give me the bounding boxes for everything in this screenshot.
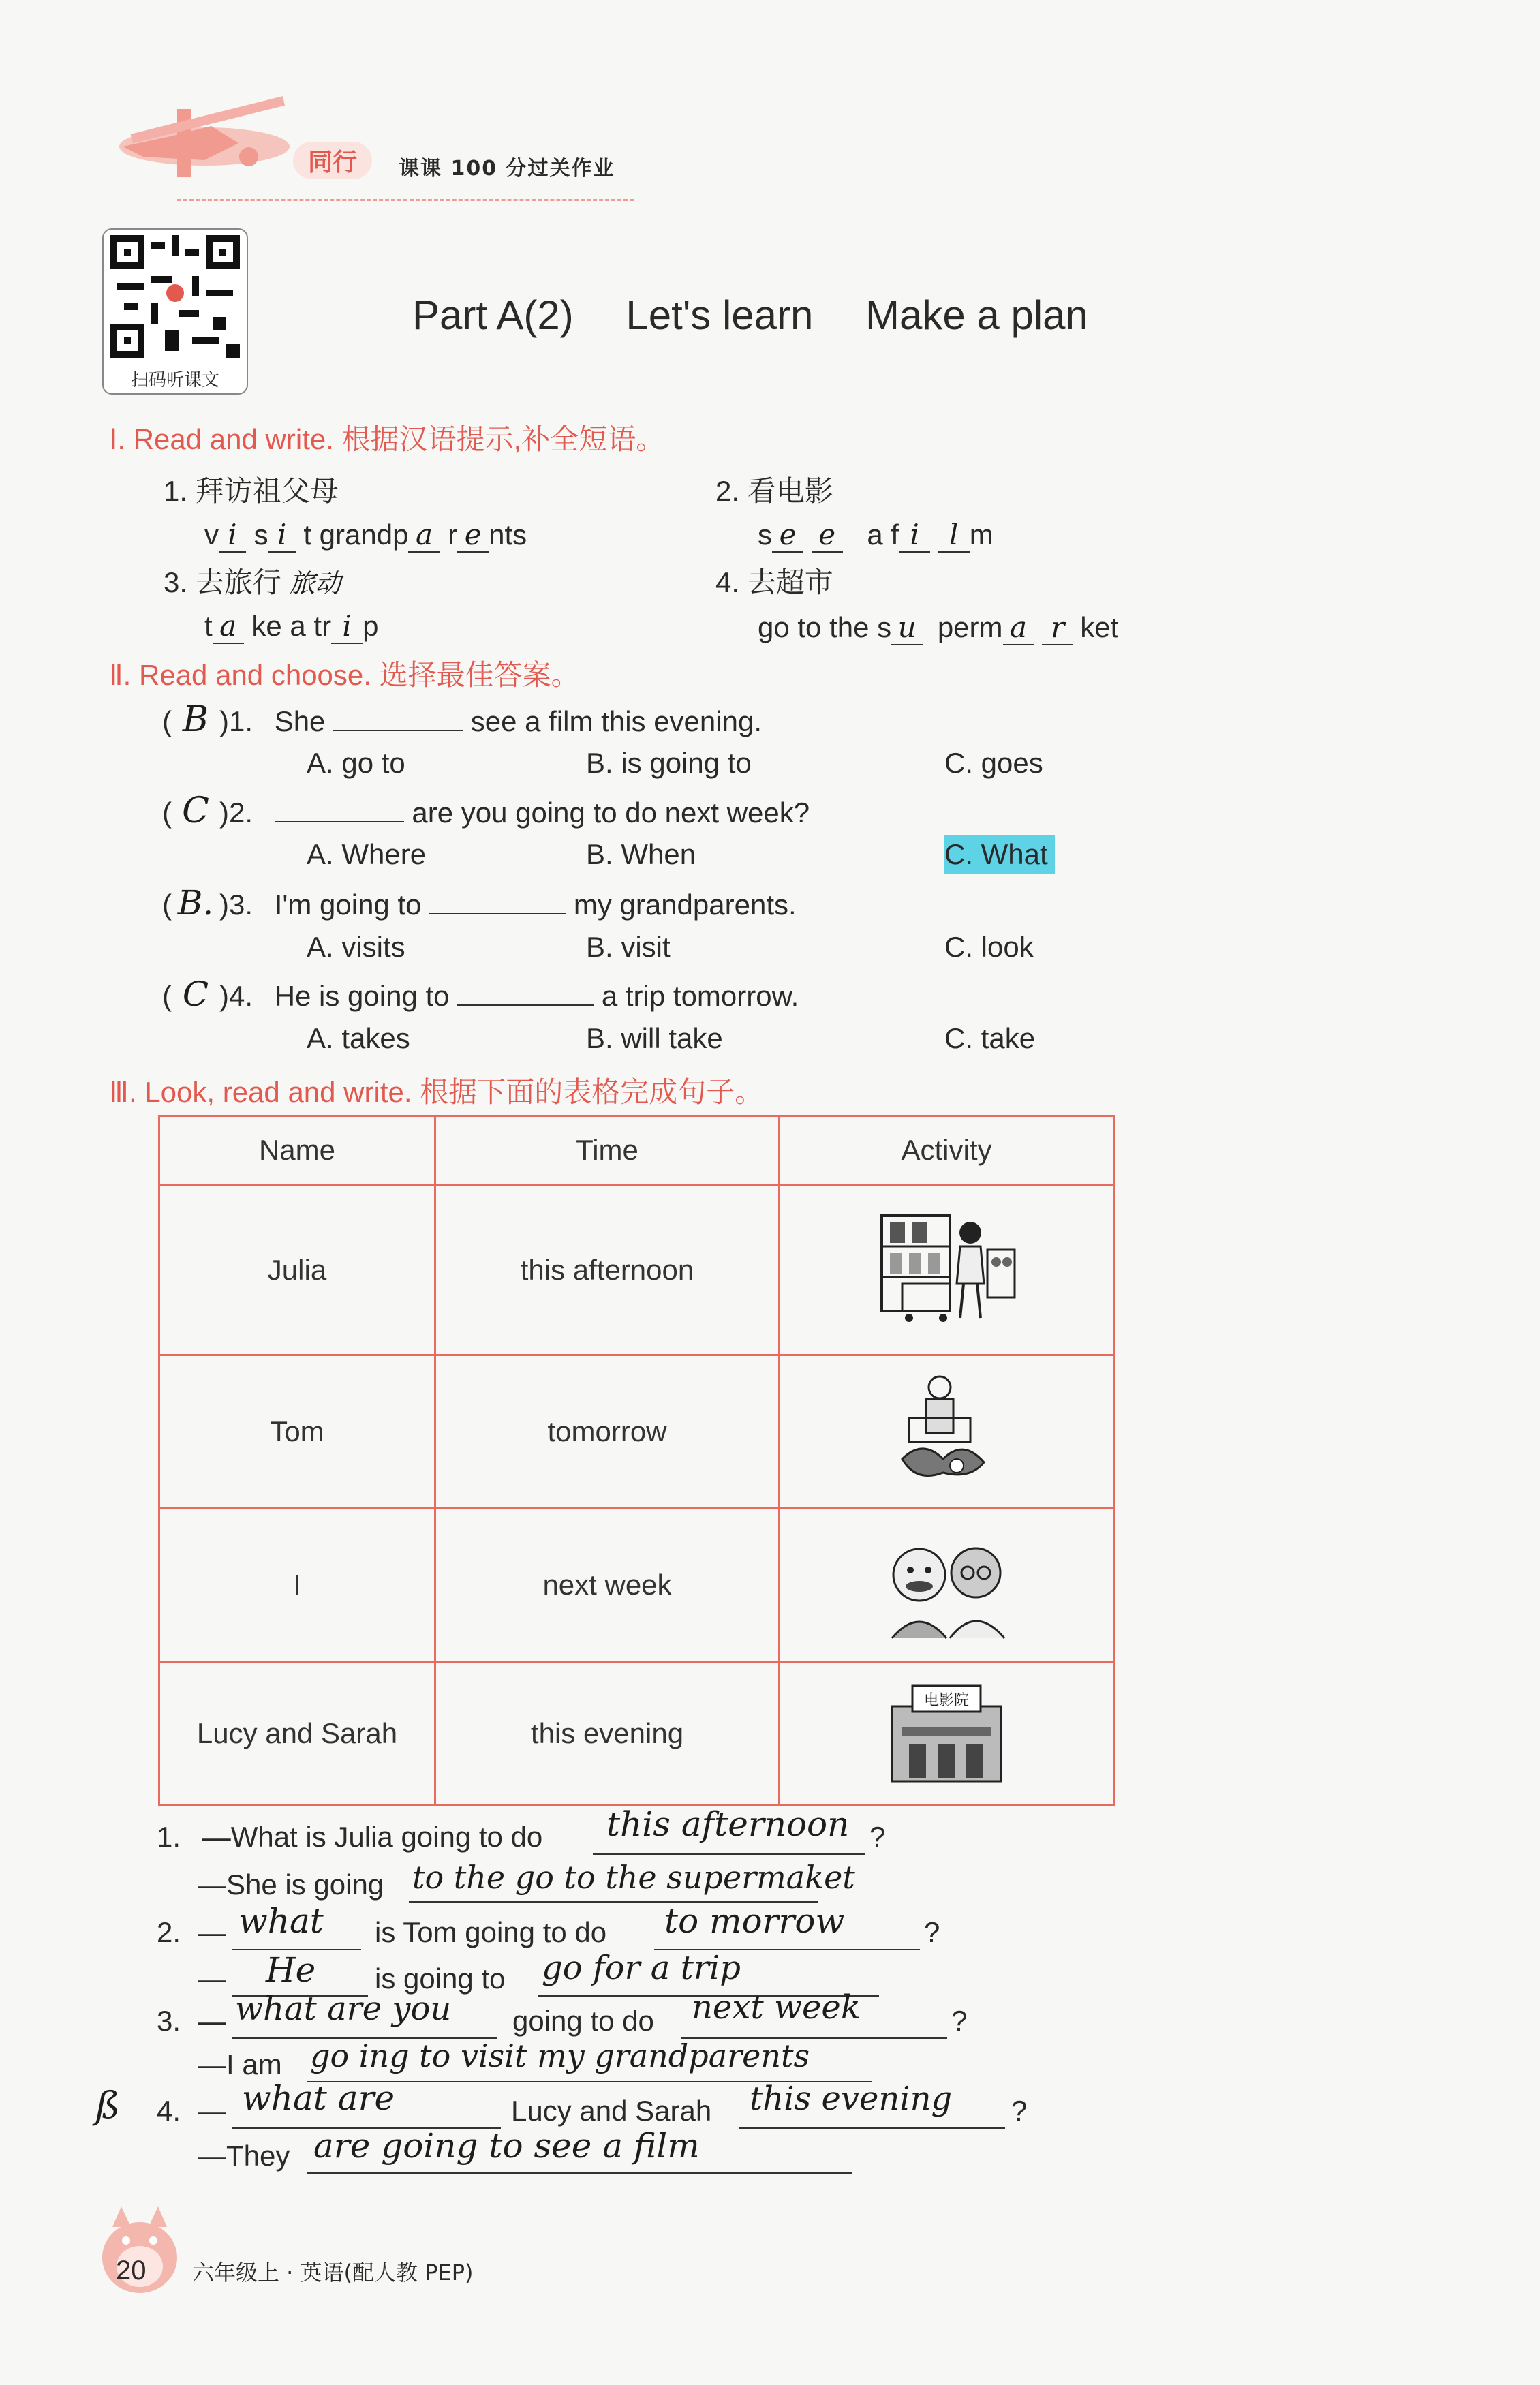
handwritten-answer[interactable]: this evening bbox=[750, 2080, 953, 2118]
q2-option-a[interactable]: A. Where bbox=[307, 838, 427, 870]
question-mark: ? bbox=[1011, 2095, 1028, 2127]
answer-1[interactable]: B bbox=[182, 699, 209, 740]
handwritten-answer[interactable]: what are bbox=[242, 2078, 395, 2118]
activity-cell bbox=[780, 1508, 1114, 1662]
fill-blank[interactable]: a bbox=[408, 518, 440, 553]
table-header: Time bbox=[435, 1116, 780, 1185]
title-topic: Make a plan bbox=[865, 292, 1088, 338]
grandparents-icon bbox=[875, 1524, 1018, 1640]
fill-blank[interactable]: e bbox=[772, 518, 803, 553]
table-row bbox=[159, 1508, 1114, 1662]
fill-blank[interactable]: e bbox=[812, 518, 843, 553]
question-3: ( B. )3. I'm going to my grandparents. bbox=[162, 883, 797, 923]
time-cell: this afternoon bbox=[435, 1185, 780, 1355]
title-part: Part A(2) bbox=[412, 292, 574, 338]
fill-blank[interactable]: r bbox=[1042, 611, 1073, 645]
person-planting-icon bbox=[875, 1370, 1018, 1486]
blank-line bbox=[593, 1853, 865, 1855]
sentence-3-num: 3. bbox=[157, 2005, 181, 2037]
header-subtitle: 课课 100 分过关作业 bbox=[399, 157, 615, 181]
s1-item-1: 1. 拜访祖父母 bbox=[164, 474, 339, 508]
table-header-row bbox=[159, 1116, 1114, 1185]
supermarket-shopping-icon bbox=[875, 1209, 1018, 1325]
handwritten-note: 旅动 bbox=[289, 568, 341, 598]
q4-option-b[interactable]: B. will take bbox=[586, 1022, 723, 1054]
handwritten-answer[interactable]: what bbox=[238, 1901, 324, 1941]
fill-blank[interactable]: u bbox=[891, 611, 923, 645]
table-row bbox=[159, 1185, 1114, 1355]
q1-option-b[interactable]: B. is going to bbox=[586, 747, 752, 779]
dash: — bbox=[198, 2005, 226, 2037]
dash: — bbox=[198, 1963, 226, 1995]
header-dash-line bbox=[177, 199, 634, 201]
handwritten-answer[interactable]: He bbox=[266, 1950, 316, 1990]
activity-table bbox=[158, 1115, 1115, 1806]
answer-2[interactable]: C bbox=[182, 790, 209, 831]
cinema-sign: 电影院 bbox=[923, 1691, 970, 1709]
fill-blank[interactable]: l bbox=[938, 518, 970, 553]
time-cell: next week bbox=[435, 1508, 780, 1662]
q2-option-b[interactable]: B. When bbox=[586, 838, 696, 870]
handwritten-answer[interactable]: to the go to the supermaket bbox=[412, 1859, 855, 1896]
question-2: ( C )2. are you going to do next week? bbox=[162, 790, 810, 831]
handwritten-answer[interactable]: go ing to visit my grandparents bbox=[310, 2037, 810, 2074]
s1-item-4-en: go to the s u perm a r ket bbox=[758, 611, 1119, 644]
s1-item-3-en: t a ke a tr i p bbox=[204, 609, 379, 643]
blank-line bbox=[739, 2127, 1005, 2129]
sentence-text: is Tom going to do bbox=[375, 1916, 607, 1948]
sentence-4-answer: —They bbox=[198, 2140, 290, 2172]
header-plane-logo bbox=[102, 95, 307, 191]
q1-option-c[interactable]: C. goes bbox=[944, 747, 1043, 779]
q2-option-c[interactable]: C. What bbox=[944, 835, 1055, 874]
answer-3[interactable]: B. bbox=[177, 883, 214, 923]
handwritten-answer[interactable]: to morrow bbox=[664, 1901, 845, 1941]
sentence-3-answer: —I am bbox=[198, 2048, 282, 2080]
question-mark: ? bbox=[869, 1821, 886, 1853]
fill-blank[interactable]: i bbox=[268, 518, 296, 553]
page-title bbox=[412, 292, 1088, 339]
sentence-text: going to do bbox=[512, 2005, 654, 2037]
table-header: Name bbox=[159, 1116, 435, 1185]
s1-item-3: 3. 去旅行 旅动 bbox=[164, 566, 341, 599]
handwritten-answer[interactable]: go for a trip bbox=[542, 1949, 741, 1987]
s1-item-2-en: s e e a f i l m bbox=[758, 518, 994, 551]
question-mark: ? bbox=[924, 1916, 940, 1948]
activity-cell bbox=[780, 1662, 1114, 1805]
s1-item-1-en: v i s i t grandp a r e nts bbox=[204, 518, 527, 551]
section3-heading: Ⅲ. Look, read and write. 根据下面的表格完成句子。 bbox=[109, 1076, 764, 1108]
title-learn: Let's learn bbox=[626, 292, 814, 338]
fill-blank[interactable]: i bbox=[219, 518, 246, 553]
name-cell: I bbox=[159, 1508, 435, 1662]
question-1: ( B )1. She see a film this evening. bbox=[162, 699, 762, 740]
name-cell: Lucy and Sarah bbox=[159, 1662, 435, 1805]
sentence-1-question: 1. —What is Julia going to do bbox=[157, 1821, 543, 1853]
table-row bbox=[159, 1355, 1114, 1508]
handwritten-answer[interactable]: this afternoon bbox=[606, 1804, 850, 1844]
name-cell: Julia bbox=[159, 1185, 435, 1355]
time-cell: tomorrow bbox=[435, 1355, 780, 1508]
s1-item-4: 4. 去超市 bbox=[715, 566, 833, 599]
section2-heading: Ⅱ. Read and choose. 选择最佳答案。 bbox=[109, 659, 580, 691]
sentence-1-answer: —She is going bbox=[198, 1868, 384, 1901]
s1-cn: 拜访祖父母 bbox=[195, 474, 339, 508]
header-brand: 同行 bbox=[293, 142, 372, 179]
table-header: Activity bbox=[780, 1116, 1114, 1185]
fill-blank[interactable]: e bbox=[457, 518, 489, 553]
activity-cell bbox=[780, 1355, 1114, 1508]
q1-option-a[interactable]: A. go to bbox=[307, 747, 405, 779]
qr-caption: 扫码听课文 bbox=[130, 370, 219, 390]
fill-blank[interactable]: a bbox=[1003, 611, 1034, 645]
time-cell: this evening bbox=[435, 1662, 780, 1805]
q3-option-b[interactable]: B. visit bbox=[586, 931, 671, 963]
margin-mark: ß bbox=[95, 2084, 121, 2127]
table-row bbox=[159, 1662, 1114, 1805]
q4-option-c[interactable]: C. take bbox=[944, 1022, 1036, 1054]
name-cell: Tom bbox=[159, 1355, 435, 1508]
question-mark: ? bbox=[951, 2005, 968, 2037]
handwritten-answer[interactable]: what are you bbox=[235, 1990, 452, 2028]
cinema-building-icon bbox=[875, 1672, 1018, 1788]
fill-blank[interactable]: i bbox=[331, 609, 363, 644]
answer-4[interactable]: C bbox=[182, 974, 209, 1014]
sentence-text: Lucy and Sarah bbox=[511, 2095, 712, 2127]
qr-code[interactable] bbox=[102, 228, 248, 395]
dash: — bbox=[198, 2095, 226, 2127]
handwritten-answer[interactable]: next week bbox=[692, 1988, 861, 2027]
q3-option-a[interactable]: A. visits bbox=[307, 931, 405, 963]
question-4: ( C )4. He is going to a trip tomorrow. bbox=[162, 974, 799, 1014]
handwritten-answer[interactable]: are going to see a film bbox=[313, 2126, 700, 2166]
blank-line bbox=[307, 2172, 852, 2174]
q4-option-a[interactable]: A. takes bbox=[307, 1022, 410, 1054]
sentence-text: is going to bbox=[375, 1963, 506, 1995]
q3-option-c[interactable]: C. look bbox=[944, 931, 1034, 963]
page-number: 20 bbox=[116, 2256, 147, 2286]
dash: — bbox=[198, 1916, 226, 1948]
sentence-2-num: 2. bbox=[157, 1916, 181, 1948]
fill-blank[interactable]: i bbox=[899, 518, 930, 553]
activity-cell bbox=[780, 1185, 1114, 1355]
footer-book-title: 六年级上 · 英语(配人教 PEP) bbox=[192, 2260, 474, 2286]
sentence-4-num: 4. bbox=[157, 2095, 181, 2127]
section1-heading: Ⅰ. Read and write. 根据汉语提示,补全短语。 bbox=[109, 423, 665, 455]
fill-blank[interactable]: a bbox=[213, 609, 244, 644]
s1-item-2: 2. 看电影 bbox=[715, 474, 833, 508]
